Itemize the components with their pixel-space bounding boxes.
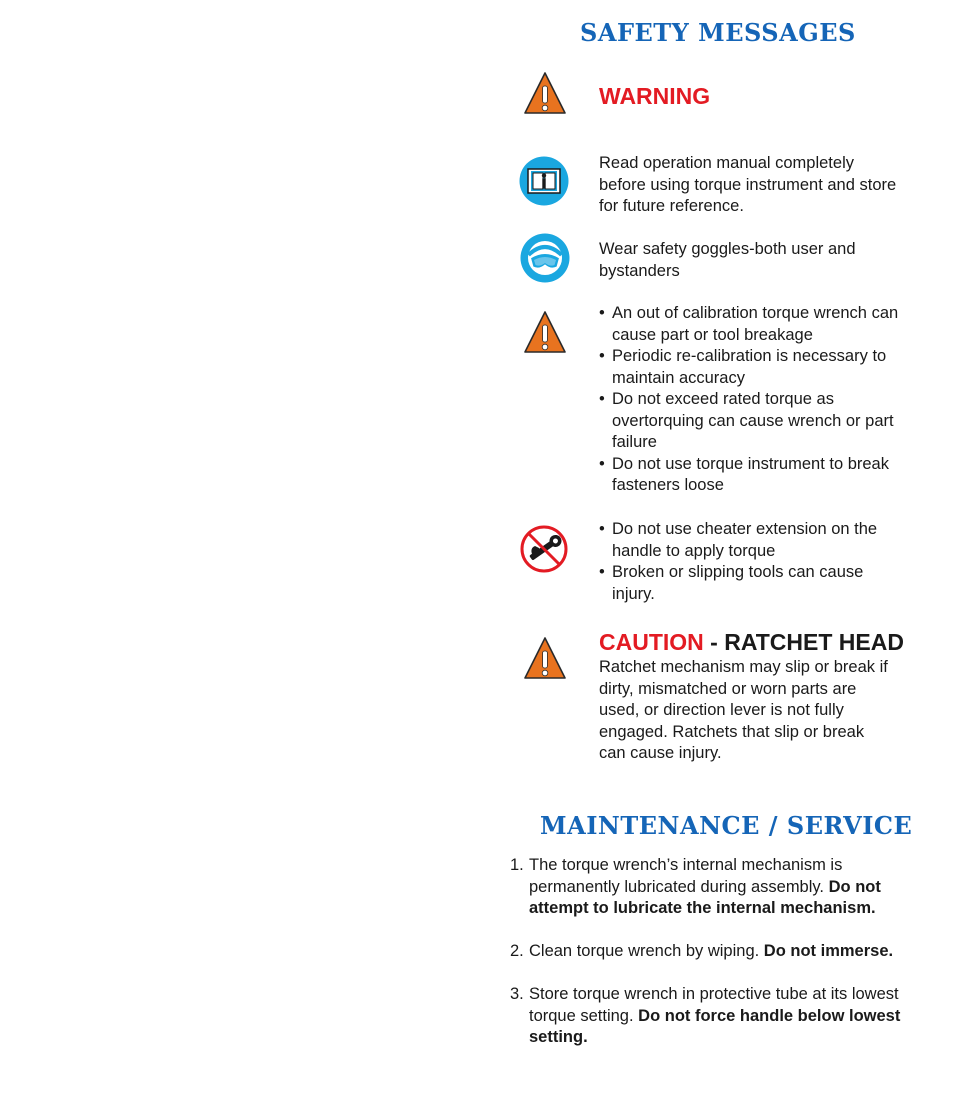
item-text: The torque wrench’s internal mechanism is permanently lubricated during assembly. <box>529 856 843 896</box>
item-emphasis: Do not attempt to lubricate the internal mechanism. <box>529 877 881 917</box>
warning-triangle-icon <box>523 71 567 115</box>
list-item <box>510 984 920 1049</box>
item-number: 3. <box>510 985 524 1003</box>
maintenance-title: MAINTENANCE / SERVICE <box>540 811 913 840</box>
warning-label: WARNING <box>599 83 711 109</box>
no-cheater-bar-icon <box>519 524 569 574</box>
item-number: 2. <box>510 942 524 960</box>
list-item: • Do not use torque instrument to break fasteners loose <box>599 454 909 497</box>
caution-suffix: - RATCHET HEAD <box>703 629 904 655</box>
item-text: Clean torque wrench by wiping. <box>529 942 764 960</box>
caution-heading <box>599 629 904 656</box>
safety-messages-title: SAFETY MESSAGES <box>580 18 856 47</box>
list-item <box>510 941 920 963</box>
warning-bullet-list <box>599 303 909 497</box>
cheater-bullet-list <box>599 519 909 605</box>
warning-triangle-icon <box>523 310 567 354</box>
list-item: • An out of calibration torque wrench can cause part or tool breakage <box>599 303 909 346</box>
caution-label: CAUTION <box>599 629 704 655</box>
list-item: • Do not use cheater extension on the handle to apply torque <box>599 519 909 562</box>
safety-goggles-icon <box>520 233 570 283</box>
read-manual-text: Read operation manual completely before using torque instrument and store for future reference. <box>599 154 897 215</box>
item-emphasis: Do not immerse. <box>763 942 894 960</box>
caution-text: Ratchet mechanism may slip or break if dirty, mismatched or worn parts are used, or direction lever is not fully engaged. Ratchets that slip or break can cause injury. <box>599 658 888 762</box>
item-text: Store torque wrench in protective tube at its lowest torque setting. <box>529 985 899 1025</box>
goggles-text: Wear safety goggles-both user and bystanders <box>599 240 856 280</box>
read-manual-icon <box>519 156 569 206</box>
list-item: • Broken or slipping tools can cause injury. <box>599 562 909 605</box>
item-number: 1. <box>510 856 524 874</box>
maintenance-list <box>510 855 920 1070</box>
list-item: • Do not exceed rated torque as overtorquing can cause wrench or part failure <box>599 389 909 454</box>
list-item: • Periodic re-calibration is necessary to maintain accuracy <box>599 346 909 389</box>
item-emphasis: Do not force handle below lowest setting. <box>529 1006 901 1046</box>
list-item <box>510 855 920 920</box>
warning-triangle-icon <box>523 636 567 680</box>
